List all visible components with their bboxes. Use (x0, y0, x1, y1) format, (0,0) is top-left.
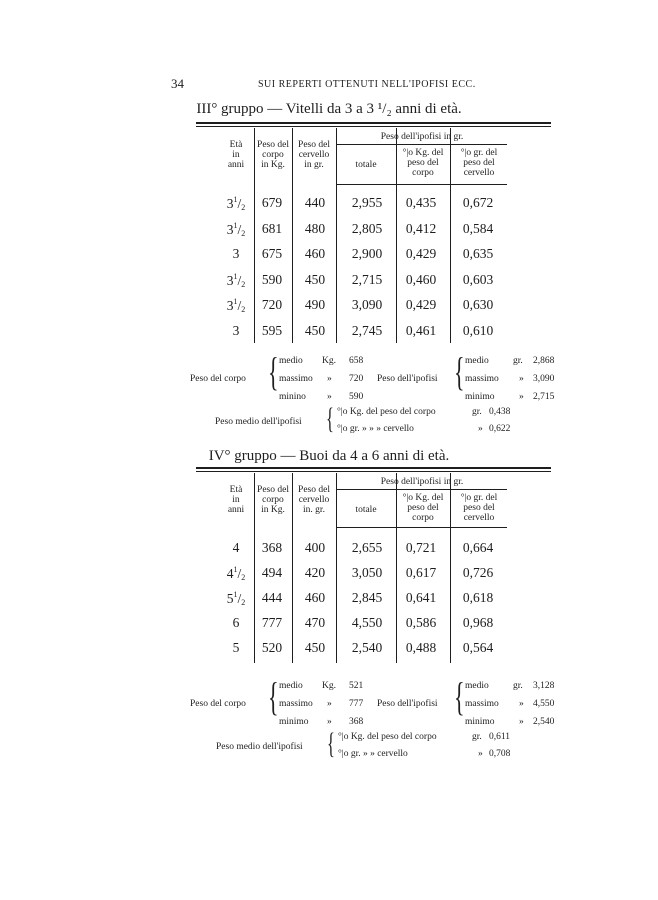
group4-header-pct-corpo: corpo (412, 513, 434, 523)
group3-ipofisi-unit: » (519, 392, 524, 402)
group3-header-bottom-rule (336, 184, 507, 185)
group3-cell-eta: $3^1/_2$ (226, 297, 246, 314)
group3-ipofisi-value: 2,715 (533, 392, 555, 402)
group3-title: III° gruppo — Vitelli da 3 a 3 ¹/₂ anni di età. (196, 101, 462, 117)
group4-label-ipofisi: Peso dell'ipofisi (377, 699, 438, 709)
group3-ipofisi-unit: gr. (513, 356, 523, 366)
group3-ipofisi-value: 3,090 (533, 374, 555, 384)
group3-medio-unit: » (478, 424, 483, 434)
group3-label-corpo: Peso del corpo (190, 374, 246, 384)
group3-header-totale: totale (355, 160, 377, 170)
group3-cell-corpo: 595 (261, 322, 283, 338)
group4-cell-pct_corpo: 0,617 (405, 565, 437, 580)
group4-header-corpo: corpo (262, 495, 284, 505)
group4-top-rule-thin (196, 471, 551, 472)
group3-ipofisi-unit: » (519, 374, 524, 384)
group4-cell-totale: 2,655 (351, 540, 383, 555)
group3-corpo-value: 590 (349, 392, 364, 402)
group3-top-rule (196, 122, 551, 124)
group3-ipofisi-label: minimo (465, 392, 495, 402)
group4-cell-eta: 5 (232, 640, 240, 655)
group3-corpo-unit: » (327, 374, 332, 384)
group3-corpo-label: minino (279, 392, 306, 402)
group4-cell-cervello: 450 (304, 640, 326, 655)
group3-header-eta: anni (227, 160, 245, 170)
group4-medio-text: °|o gr. » » cervello (338, 749, 408, 759)
group4-corpo-value: 521 (349, 681, 364, 691)
group4-header-pct-cervello: cervello (463, 513, 495, 523)
group3-corpo-label: medio (279, 356, 303, 366)
group4-header-pct-cervello: peso del (463, 503, 495, 513)
group4-corpo-value: 368 (349, 717, 364, 727)
group3-medio-unit: gr. (472, 407, 482, 417)
group3-corpo-label: massimo (279, 374, 313, 384)
group4-medio-value: 0,708 (489, 749, 511, 759)
group4-corpo-label: massimo (279, 699, 313, 709)
group4-medio-value: 0,611 (489, 732, 511, 742)
group4-ipofisi-underline (337, 489, 507, 490)
group4-header-eta: anni (227, 505, 245, 515)
group4-cell-pct_corpo: 0,721 (405, 540, 437, 555)
group4-brace-corpo: { (268, 674, 279, 719)
group4-corpo-label: minimo (279, 717, 309, 727)
group4-corpo-unit: Kg. (322, 681, 336, 691)
running-title: SUI REPERTI OTTENUTI NELL'IPOFISI ECC. (258, 79, 476, 90)
group3-cell-totale: 2,805 (351, 220, 383, 236)
group4-corpo-label: medio (279, 681, 303, 691)
group3-cell-pct_corpo: 0,461 (405, 322, 437, 338)
group4-cell-corpo: 368 (261, 540, 283, 555)
group3-cell-corpo: 590 (261, 271, 283, 287)
group3-cell-eta: 3 (232, 246, 240, 261)
group3-medio-text: °|o Kg. del peso del corpo (337, 407, 436, 417)
group3-cell-eta: $3^1/_2$ (226, 195, 246, 212)
group3-corpo-unit: Kg. (322, 356, 336, 366)
group3-cell-cervello: 490 (304, 297, 326, 312)
group3-header-ipofisi: Peso dell'ipofisi in gr. (380, 132, 464, 142)
page-number: 34 (171, 76, 184, 91)
group4-cell-cervello: 460 (304, 590, 326, 605)
group3-header-cervello: cervello (298, 150, 330, 160)
group3-ipofisi-value: 2,868 (533, 356, 555, 366)
group3-cell-cervello: 450 (304, 271, 326, 287)
group4-cell-pct_corpo: 0,586 (405, 615, 437, 630)
group4-cell-pct_cervello: 0,664 (462, 540, 494, 555)
group3-cell-cervello: 450 (304, 322, 326, 338)
group3-corpo-value: 720 (349, 374, 364, 384)
group3-cell-cervello: 460 (304, 246, 326, 261)
group4-header-eta: Età (229, 485, 243, 495)
group4-ipofisi-unit: » (519, 699, 524, 709)
group4-cell-cervello: 400 (304, 540, 326, 555)
group4-ipofisi-value: 4,550 (533, 699, 555, 709)
group4-cell-totale: 3,050 (351, 565, 383, 580)
group4-cell-pct_cervello: 0,968 (462, 615, 494, 630)
group4-ipofisi-unit: » (519, 717, 524, 727)
group3-header-cervello: in gr. (304, 160, 324, 170)
group4-cell-eta: 6 (232, 615, 240, 630)
group3-cell-totale: 2,715 (351, 271, 383, 287)
group3-label-medio: Peso medio dell'ipofisi (215, 417, 302, 427)
group4-ipofisi-unit: gr. (513, 681, 523, 691)
group3-cell-corpo: 679 (261, 195, 283, 210)
group3-cell-totale: 3,090 (351, 297, 383, 312)
group4-cell-totale: 4,550 (351, 615, 383, 630)
group3-header-pct-corpo: corpo (412, 168, 434, 178)
group3-label-ipofisi: Peso dell'ipofisi (377, 374, 438, 384)
group4-label-medio: Peso medio dell'ipofisi (216, 742, 303, 752)
group4-cell-pct_cervello: 0,564 (462, 640, 494, 655)
group3-brace-corpo: { (268, 349, 279, 394)
group3-cell-pct_cervello: 0,630 (462, 297, 494, 312)
group4-label-corpo: Peso del corpo (190, 699, 246, 709)
group3-cell-totale: 2,955 (351, 195, 383, 210)
group3-cell-eta: 3 (232, 322, 240, 338)
group4-header-cervello: cervello (298, 495, 330, 505)
group3-medio-value: 0,438 (489, 407, 511, 417)
group3-ipofisi-label: massimo (465, 374, 499, 384)
group4-medio-unit: gr. (472, 732, 482, 742)
group3-header-pct-corpo: °|o Kg. del (402, 148, 444, 158)
group4-brace-ipofisi: { (454, 674, 465, 719)
group4-cell-totale: 2,540 (351, 640, 383, 655)
group4-corpo-value: 777 (349, 699, 364, 709)
group4-ipofisi-label: medio (465, 681, 489, 691)
group4-header-bottom-rule (336, 527, 507, 528)
group4-cell-corpo: 444 (261, 590, 283, 605)
group3-cell-cervello: 480 (304, 220, 326, 236)
group3-cell-pct_cervello: 0,635 (462, 246, 494, 261)
group3-corpo-unit: » (327, 392, 332, 402)
group3-cell-pct_corpo: 0,429 (405, 297, 437, 312)
group3-brace-medio: { (326, 402, 334, 435)
group4-cell-eta: $5^1/_2$ (226, 590, 246, 607)
group3-header-eta: Età (229, 140, 243, 150)
group4-ipofisi-value: 3,128 (533, 681, 555, 691)
group3-medio-value: 0,622 (489, 424, 511, 434)
group3-brace-ipofisi: { (454, 349, 465, 394)
group4-cell-pct_cervello: 0,726 (462, 565, 494, 580)
group3-cell-pct_corpo: 0,460 (405, 271, 437, 287)
group4-header-cervello: in. gr. (303, 505, 325, 515)
group4-cell-eta: 4 (232, 540, 240, 555)
group3-header-pct-cervello: peso del (463, 158, 495, 168)
group4-cell-corpo: 777 (261, 615, 283, 630)
group4-header-pct-cervello: °|o gr. del (460, 493, 498, 503)
group3-header-corpo: in Kg. (261, 160, 285, 170)
group3-cell-corpo: 675 (261, 246, 283, 261)
group4-header-ipofisi: Peso dell'ipofisi in gr. (380, 477, 464, 487)
group4-brace-medio: { (327, 727, 335, 760)
group4-header-eta: in (232, 495, 240, 505)
group3-cell-totale: 2,900 (351, 246, 383, 261)
group4-top-rule (196, 467, 551, 469)
group3-header-corpo: corpo (262, 150, 284, 160)
group3-cell-corpo: 681 (261, 220, 283, 236)
group3-cell-pct_cervello: 0,584 (462, 220, 494, 236)
group4-medio-unit: » (478, 749, 483, 759)
group3-cell-corpo: 720 (261, 297, 283, 312)
group3-ipofisi-underline (337, 144, 507, 145)
group4-header-corpo: Peso del (257, 485, 289, 495)
group3-cell-cervello: 440 (304, 195, 326, 210)
group4-cell-totale: 2,845 (351, 590, 383, 605)
group3-cell-totale: 2,745 (351, 322, 383, 338)
group3-cell-pct_corpo: 0,429 (405, 246, 437, 261)
group3-cell-eta: $3^1/_2$ (226, 271, 246, 289)
group3-ipofisi-label: medio (465, 356, 489, 366)
group4-header-corpo: in Kg. (261, 505, 285, 515)
group4-cell-pct_corpo: 0,488 (405, 640, 437, 655)
group4-cell-corpo: 520 (261, 640, 283, 655)
group3-header-corpo: Peso del (257, 140, 289, 150)
group3-cell-pct_cervello: 0,603 (462, 271, 494, 287)
group4-medio-text: °|o Kg. del peso del corpo (338, 732, 437, 742)
group4-cell-cervello: 420 (304, 565, 326, 580)
group3-header-cervello: Peso del (298, 140, 330, 150)
group4-ipofisi-value: 2,540 (533, 717, 555, 727)
group4-cell-eta: $4^1/_2$ (226, 565, 246, 582)
group3-cell-eta: $3^1/_2$ (226, 220, 246, 238)
group4-corpo-unit: » (327, 699, 332, 709)
group4-cell-cervello: 470 (304, 615, 326, 630)
group3-header-eta: in (232, 150, 240, 160)
group3-header-pct-cervello: °|o gr. del (460, 148, 498, 158)
group4-header-cervello: Peso del (298, 485, 330, 495)
group3-top-rule-thin (196, 126, 551, 127)
group4-ipofisi-label: minimo (465, 717, 495, 727)
group3-header-pct-corpo: peso del (407, 158, 439, 168)
group4-header-pct-corpo: peso del (407, 503, 439, 513)
group4-cell-pct_cervello: 0,618 (462, 590, 494, 605)
group3-medio-text: °|o gr. » » » cervello (337, 424, 414, 434)
group4-cell-corpo: 494 (261, 565, 283, 580)
group4-header-totale: totale (355, 505, 377, 515)
group3-cell-pct_corpo: 0,435 (405, 195, 437, 210)
group4-ipofisi-label: massimo (465, 699, 499, 709)
group3-cell-pct_corpo: 0,412 (405, 220, 437, 236)
group4-cell-pct_corpo: 0,641 (405, 590, 437, 605)
group3-header-pct-cervello: cervello (463, 168, 495, 178)
group4-title: IV° gruppo — Buoi da 4 a 6 anni di età. (208, 448, 450, 464)
group3-cell-pct_cervello: 0,610 (462, 322, 494, 338)
group3-corpo-value: 658 (349, 356, 364, 366)
group4-header-pct-corpo: °|o Kg. del (402, 493, 444, 503)
group4-corpo-unit: » (327, 717, 332, 727)
group3-cell-pct_cervello: 0,672 (462, 195, 494, 210)
